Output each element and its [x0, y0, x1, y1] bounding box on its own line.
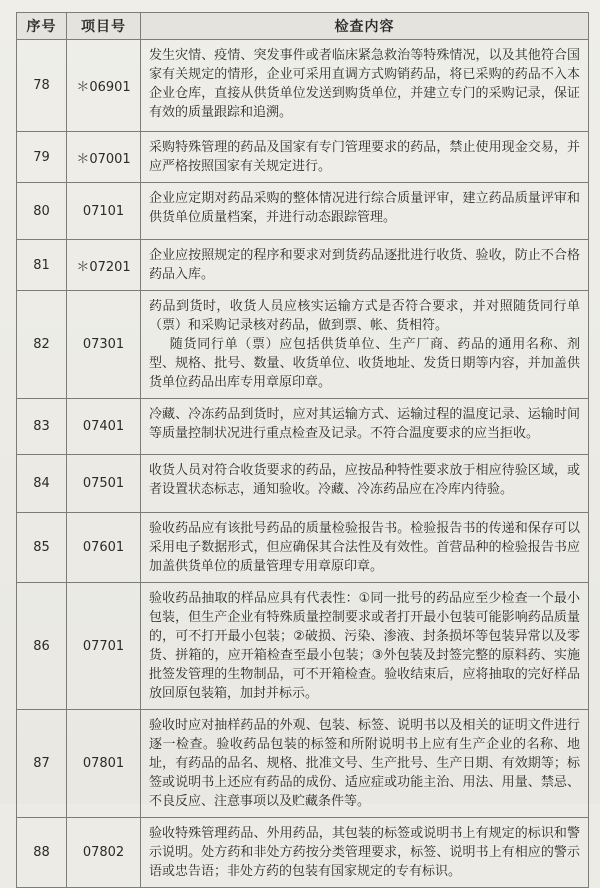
table-row [17, 818, 589, 888]
table-row [17, 710, 589, 818]
row-content [141, 40, 589, 132]
table-row [17, 40, 589, 132]
row-content [141, 240, 589, 291]
row-content [141, 399, 589, 455]
table-row [17, 455, 589, 513]
row-seq: 83 [17, 399, 67, 455]
row-seq: 82 [17, 291, 67, 399]
row-seq: 85 [17, 513, 67, 583]
table-row [17, 513, 589, 583]
table-row [17, 132, 589, 183]
header-seq: 序号 [17, 13, 67, 40]
content-paragraph: 收货人员对符合收货要求的药品，应按品种特性要求放于相应待验区域，或者设置状态标志，通知验收。冷藏、冷冻药品应在冷库内待验。 [149, 463, 580, 497]
row-item-code: ＊07201 [67, 240, 141, 291]
row-seq: 81 [17, 240, 67, 291]
row-content [141, 583, 589, 710]
row-seq: 87 [17, 710, 67, 818]
inspection-table [16, 12, 589, 888]
row-item-code: ＊07001 [67, 132, 141, 183]
table-row [17, 183, 589, 240]
row-item-code: 07801 [67, 710, 141, 818]
row-item-code: 07802 [67, 818, 141, 888]
content-paragraph: 验收药品抽取的样品应具有代表性：①同一批号的药品应至少检查一个最小包装，但生产企业有特殊质量控制要求或者打开最小包装可能影响药品质量的，可不打开最小包装；②破损、污染、渗液、封条损坏等包装异常以及零货、拼箱的，应开箱检查至最小包装；③外包装及封签完整的原料药、实施批签发管理的生物制品，可不开箱检查。验收结束后，应将抽取的完好样品放回原包装箱，加封并标示。 [149, 591, 580, 701]
content-paragraph: 企业应定期对药品采购的整体情况进行综合质量评审，建立药品质量评审和供货单位质量档案，并进行动态跟踪管理。 [149, 191, 580, 225]
row-item-code: 07701 [67, 583, 141, 710]
row-content [141, 513, 589, 583]
row-item-code: 07501 [67, 455, 141, 513]
content-paragraph: 发生灾情、疫情、突发事件或者临床紧急救治等特殊情况，以及其他符合国家有关规定的情形，企业可采用直调方式购销药品，将已采购的药品不入本企业仓库，直接从供货单位发送到购货单位，并建立专门的采购记录，保证有效的质量跟踪和追溯。 [149, 48, 580, 120]
row-item-code: ＊06901 [67, 40, 141, 132]
content-paragraph: 冷藏、冷冻药品到货时，应对其运输方式、运输过程的温度记录、运输时间等质量控制状况进行重点检查及记录。不符合温度要求的应当拒收。 [149, 407, 580, 441]
row-content [141, 291, 589, 399]
row-seq: 80 [17, 183, 67, 240]
row-seq: 86 [17, 583, 67, 710]
content-paragraph: 验收药品应有该批号药品的质量检验报告书。检验报告书的传递和保存可以采用电子数据形式，但应确保其合法性及有效性。首营品种的检验报告书应加盖供货单位的质量管理专用章原印章。 [149, 521, 580, 574]
row-content [141, 455, 589, 513]
content-paragraph: 企业应按照规定的程序和要求对到货药品逐批进行收货、验收，防止不合格药品入库。 [149, 248, 580, 282]
row-content [141, 132, 589, 183]
content-paragraph: 验收特殊管理药品、外用药品，其包装的标签或说明书上有规定的标识和警示说明。处方药和非处方药按分类管理要求，标签、说明书上有相应的警示语或忠告语；非处方药的包装有国家规定的专有标识。 [149, 826, 580, 879]
row-item-code: 07301 [67, 291, 141, 399]
row-item-code: 07401 [67, 399, 141, 455]
table-header-row [17, 13, 589, 40]
table-row [17, 399, 589, 455]
row-content [141, 183, 589, 240]
header-item-code: 项目号 [67, 13, 141, 40]
header-content: 检查内容 [141, 13, 589, 40]
row-item-code: 07101 [67, 183, 141, 240]
table-row [17, 583, 589, 710]
row-seq: 84 [17, 455, 67, 513]
row-content [141, 710, 589, 818]
row-content [141, 818, 589, 888]
content-paragraph: 药品到货时，收货人员应核实运输方式是否符合要求，并对照随货同行单（票）和采购记录核对药品，做到票、帐、货相符。 [149, 299, 580, 333]
content-paragraph: 验收时应对抽样药品的外观、包装、标签、说明书以及相关的证明文件进行逐一检查。验收药品包装的标签和所附说明书上应有生产企业的名称、地址，有药品的品名、规格、批准文号、生产批号、生产日期、有效期等；标签或说明书上还应有药品的成份、适应症或功能主治、用法、用量、禁忌、不良反应、注意事项以及贮藏条件等。 [149, 718, 580, 809]
row-item-code: 07601 [67, 513, 141, 583]
table-row [17, 291, 589, 399]
table-row [17, 240, 589, 291]
row-seq: 78 [17, 40, 67, 132]
content-paragraph: 采购特殊管理的药品及国家有专门管理要求的药品，禁止使用现金交易，并应严格按照国家有关规定进行。 [149, 140, 580, 174]
content-paragraph: 随货同行单（票）应包括供货单位、生产厂商、药品的通用名称、剂型、规格、批号、数量、收货单位、收货地址、发货日期等内容，并加盖供货单位药品出库专用章原印章。 [149, 337, 580, 390]
row-seq: 79 [17, 132, 67, 183]
row-seq: 88 [17, 818, 67, 888]
